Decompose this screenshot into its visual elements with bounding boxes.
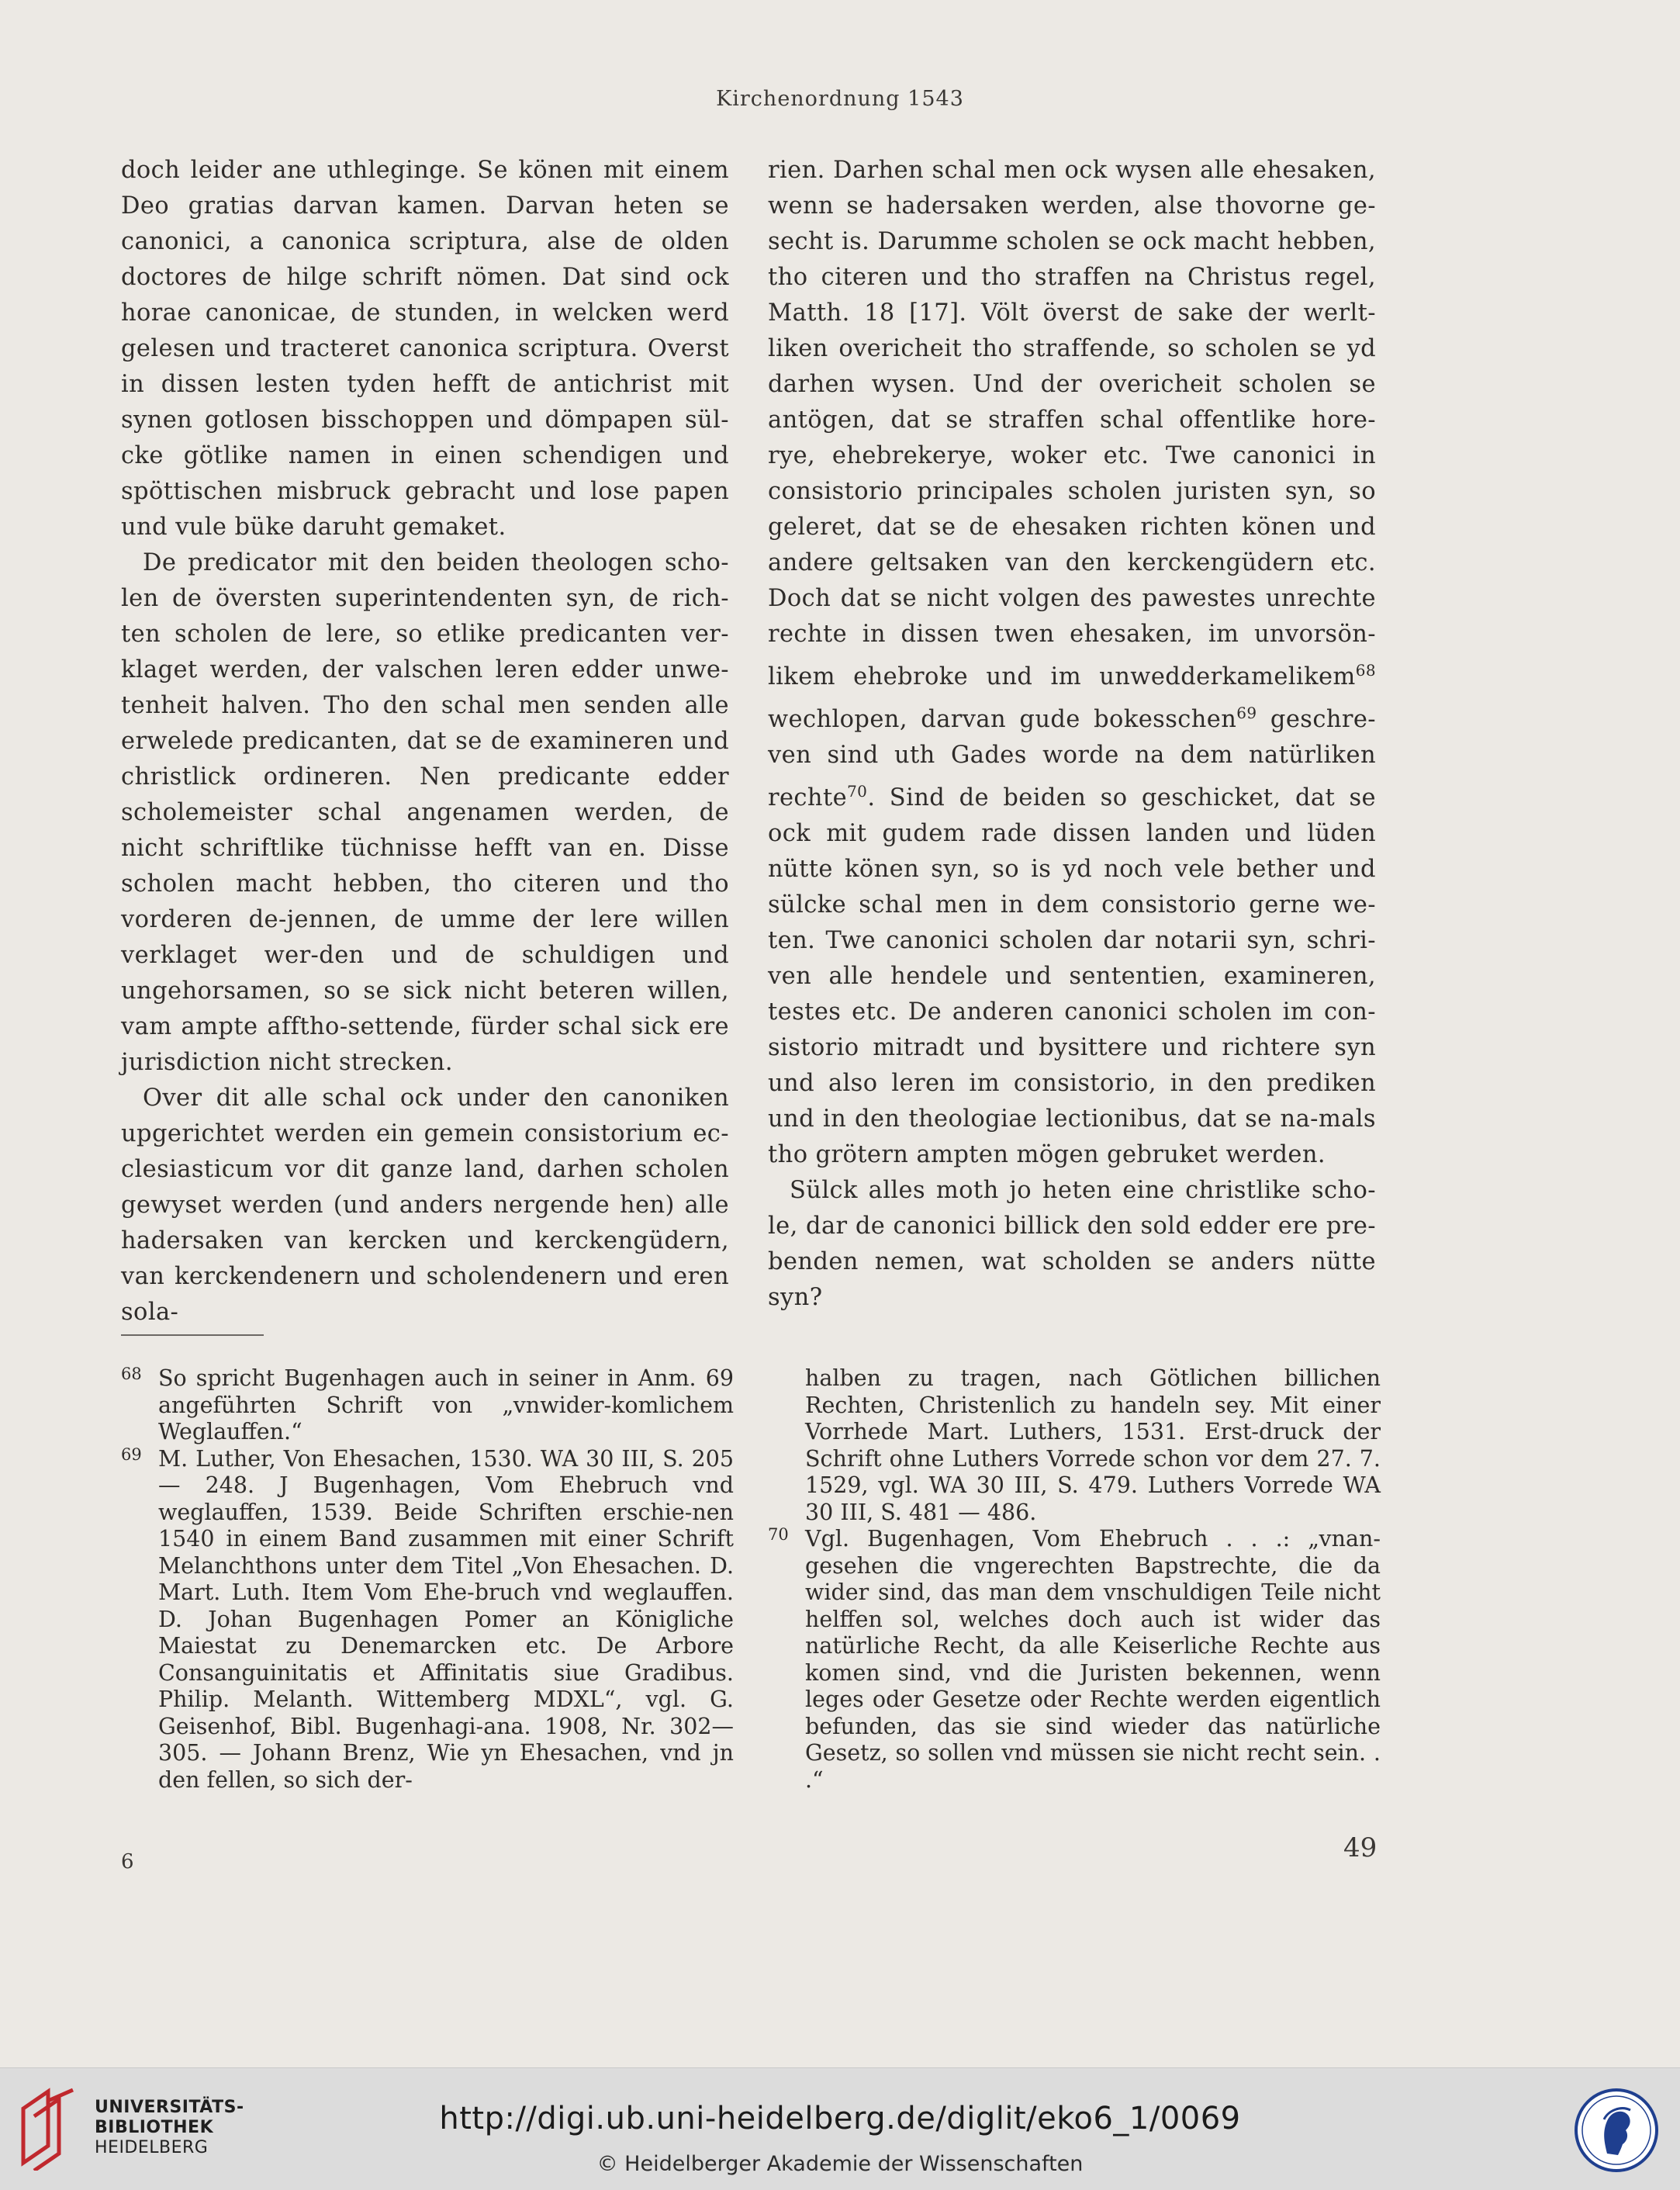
viewer-footer <box>0 2067 1680 2190</box>
main-text-right-column <box>768 153 1376 1316</box>
signature-mark: 6 <box>121 1850 134 1873</box>
copyright-notice: © Heidelberger Akademie der Wissenschaften <box>596 2152 1084 2176</box>
footnote-separator <box>121 1334 264 1336</box>
text-run: . Sind de beiden so geschicket, dat se ock mit gudem rade dissen landen und lüden nütte könen syn, so is yd noch vele bether und sülcke schal men in dem consistorio gerne we-ten. Twe canonici scholen dar notarii syn, schri-ven alle hendele und sententien, examineren, testes etc. De anderen canonici scholen im con-sistorio mitradt und bysittere und richtere syn und also leren im consistorio, in den prediken und in den theologiae lectionibus, dat se na-mals tho grötern ampten mögen gebruket werden. <box>768 784 1376 1169</box>
footnote-ref-70[interactable]: 70 <box>847 782 868 801</box>
permalink-url[interactable]: http://digi.ub.uni-heidelberg.de/diglit/eko6_1/0069 <box>439 2101 1241 2136</box>
footnote-ref-68[interactable]: 68 <box>1355 661 1376 680</box>
library-name-line: HEIDELBERG <box>95 2138 209 2157</box>
footnote-69-continued <box>768 1365 1381 1526</box>
running-head: Kirchenordnung 1543 <box>716 87 964 111</box>
text-run: rien. Darhen schal men ock wysen alle ehesaken, wenn se hadersaken werden, alse thovorne ge-secht is. Darumme scholen se ock macht hebben, tho citeren und tho straffen na Christus regel, Matth. 18 [17]. Völt överst de sake der werlt-liken overicheit tho straffende, so scholen se yd darhen wysen. Und der overicheit scholen se antögen, dat se straffen schal offentlike hore-rye, ehebrekerye, woker etc. Twe canonici in consistorio principales scholen juristen syn, so geleret, dat se de ehesaken richten könen und andere geltsaken van den kerckengüdern etc. Doch dat se nicht volgen des pawestes unrechte rechte in dissen twen ehesaken, im unvorsön-likem ehebroke und im unwedderkamelikem <box>768 157 1376 691</box>
footnote-number: 68 <box>121 1365 142 1383</box>
footnote-ref-69[interactable]: 69 <box>1236 704 1257 723</box>
text-run: wechlopen, darvan gude bokesschen <box>768 706 1237 734</box>
footnote-number: 69 <box>121 1444 142 1464</box>
main-text-left-column <box>121 153 729 1330</box>
library-name-line: BIBLIOTHEK <box>95 2118 214 2137</box>
footnote-text: halben zu tragen, nach Götlichen billichen Rechten, Christenlich zu handeln sey. Mit einer Vorrhede Mart. Luthers, 1531. Erst-druck der Schrift ohne Luthers Vorrede schon vor dem 27. 7. 1529, vgl. WA 30 III, S. 479. Luthers Vorrede WA 30 III, S. 481 — 486. <box>805 1365 1381 1525</box>
footnote-68 <box>121 1365 734 1446</box>
paragraph: Over dit alle schal ock under den canoniken upgerichtet werden ein gemein consistorium ec-clesiasticum vor dit ganze land, darhen scholen gewyset werden (und anders nergende hen) alle hadersaken van kercken und kerckengüdern, van kerckendenern und scholendenern und eren sola- <box>121 1085 729 1326</box>
paragraph <box>768 153 1376 1173</box>
footnote-70 <box>768 1526 1381 1794</box>
footnotes-right-column <box>768 1365 1381 1794</box>
footnote-number: 70 <box>768 1525 789 1544</box>
paragraph: doch leider ane uthleginge. Se könen mit einem Deo gratias darvan kamen. Darvan heten se canonici, a canonica scriptura, alse de olden doctores de hilge schrift nömen. Dat sind ock horae canonicae, de stunden, in welcken werd gelesen und tracteret canonica scriptura. Overst in dissen lesten tyden hefft de antichrist mit synen gotlosen bisschoppen und dömpapen sül-cke götlike namen in einen schendigen und spöttischen misbruck gebracht und lose papen und vule büke daruht gemaket. <box>121 157 729 541</box>
academy-seal-icon[interactable] <box>1573 2087 1660 2174</box>
page-number: 49 <box>1343 1832 1378 1863</box>
footnote-text: Vgl. Bugenhagen, Vom Ehebruch . . .: „vnan-gesehen die vngerechten Bapstrechte, die da wider sind, das man dem vnschuldigen Teile nicht helffen sol, welches doch auch ist wider das natürliche Recht, da alle Keiserliche Rechte aus komen sind, vnd die Juristen bekennen, wenn leges oder Gesetze oder Rechte werden eigentlich befunden, das sie sind wieder das natürliche Gesetz, so sollen vnd müssen sie nicht recht sein. . .“ <box>805 1526 1381 1793</box>
paragraph: De predicator mit den beiden theologen scho-len de översten superintendenten syn, de rich-ten scholen de lere, so etlike predicanten ver-klaget werden, der valschen leren edder unwe-tenheit halven. Tho den schal men senden alle erwelede predicanten, dat se de examineren und christlick ordineren. Nen predicante edder scholemeister schal angenamen werden, de nicht schriftlike tüchnisse hefft van en. Disse scholen macht hebben, tho citeren und tho vorderen de-jennen, de umme der lere willen verklaget wer-den und de schuldigen und ungehorsamen, so se sick nicht beteren willen, vam ampte afftho-settende, fürder schal sick ere jurisdiction nicht strecken. <box>121 549 729 1076</box>
footnote-69 <box>121 1446 734 1794</box>
footnote-text: M. Luther, Von Ehesachen, 1530. WA 30 III, S. 205 — 248. J Bugenhagen, Vom Ehebruch vnd weglauffen, 1539. Beide Schriften erschie-nen 1540 in einem Band zusammen mit einer Schrift Melanchthons unter dem Titel „Von Ehesachen. D. Mart. Luth. Item Vom Ehe-bruch vnd weglauffen. D. Johan Bugenhagen Pomer an Königliche Maiestat zu Denemarcken etc. De Arbore Consanguinitatis et Affinitatis siue Gradibus. Philip. Melanth. Wittemberg MDXL“, vgl. G. Geisenhof, Bibl. Bugenhagi-ana. 1908, Nr. 302—305. — Johann Brenz, Wie yn Ehesachen, vnd jn den fellen, so sich der- <box>158 1445 734 1793</box>
footnotes-left-column <box>121 1365 734 1794</box>
library-name-line: UNIVERSITÄTS- <box>95 2098 244 2117</box>
footnote-text: So spricht Bugenhagen auch in seiner in Anm. 69 angeführten Schrift von „vnwider-komlichem Weglauffen.“ <box>158 1365 734 1444</box>
text-run: geschre-ven sind uth Gades worde na dem natürliken rechte <box>768 706 1376 812</box>
paragraph: Sülck alles moth jo heten eine christlike scho-le, dar de canonici billick den sold edder ere pre-benden nemen, wat scholden se anders nütte syn? <box>768 1177 1376 1312</box>
